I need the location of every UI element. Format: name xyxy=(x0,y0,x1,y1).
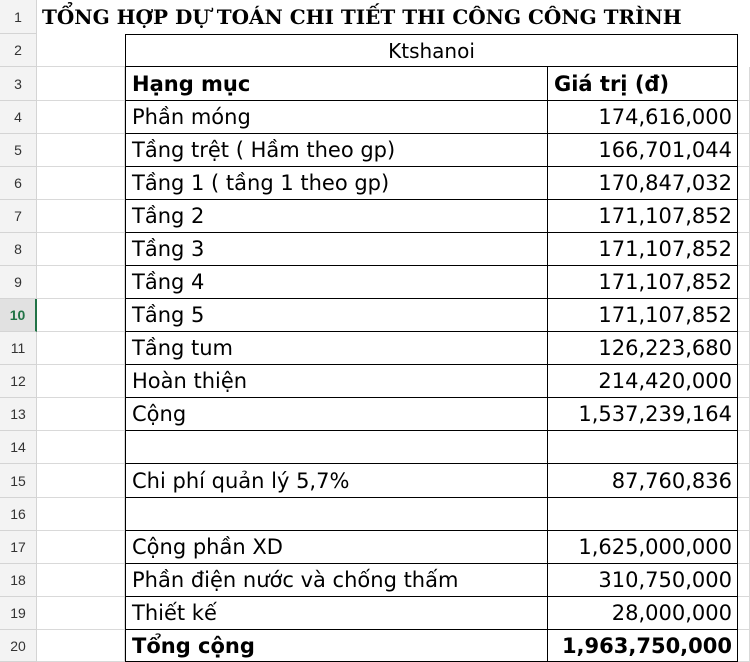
row-header-9[interactable]: 9 xyxy=(0,266,37,299)
item-cell[interactable]: Tầng trệt ( Hầm theo gp) xyxy=(125,134,548,167)
value-cell[interactable]: 170,847,032 xyxy=(548,167,738,200)
sheet-title[interactable]: TỔNG HỢP DỰ TOÁN CHI TIẾT THI CÔNG CÔNG TRÌNH xyxy=(42,5,682,29)
table-row xyxy=(0,564,750,597)
sheet-subtitle[interactable]: Ktshanoi xyxy=(125,34,738,67)
value-cell[interactable] xyxy=(548,498,738,531)
cell-d3[interactable] xyxy=(738,67,750,101)
cell-a[interactable] xyxy=(37,200,125,233)
header-value[interactable]: Giá trị (đ) xyxy=(548,67,738,101)
value-cell[interactable]: 171,107,852 xyxy=(548,299,738,332)
value-cell[interactable]: 28,000,000 xyxy=(548,597,738,630)
item-cell[interactable]: Chi phí quản lý 5,7% xyxy=(125,464,548,498)
cell-d[interactable] xyxy=(738,200,750,233)
value-cell[interactable]: 87,760,836 xyxy=(548,464,738,498)
cell-d[interactable] xyxy=(738,564,750,597)
cell-a[interactable] xyxy=(37,498,125,531)
cell-a[interactable] xyxy=(37,365,125,398)
item-cell[interactable]: Tầng 2 xyxy=(125,200,548,233)
item-cell[interactable]: Thiết kế xyxy=(125,597,548,630)
value-cell[interactable]: 171,107,852 xyxy=(548,266,738,299)
row-header-12[interactable]: 12 xyxy=(0,365,37,398)
cell-d[interactable] xyxy=(738,498,750,531)
value-cell[interactable]: 171,107,852 xyxy=(548,200,738,233)
cell-a2[interactable] xyxy=(37,34,125,67)
value-cell[interactable]: 1,625,000,000 xyxy=(548,531,738,564)
total-value-cell[interactable]: 1,963,750,000 xyxy=(548,630,738,662)
table-row xyxy=(0,200,750,233)
row-2 xyxy=(0,34,750,67)
item-cell[interactable]: Tầng 4 xyxy=(125,266,548,299)
row-header-17[interactable]: 17 xyxy=(0,531,37,564)
item-cell[interactable]: Tầng tum xyxy=(125,332,548,365)
table-row xyxy=(0,332,750,365)
cell-d[interactable] xyxy=(738,431,750,464)
row-header-6[interactable]: 6 xyxy=(0,167,37,200)
cell-a3[interactable] xyxy=(37,67,125,101)
table-row xyxy=(0,299,750,332)
cell-a[interactable] xyxy=(37,630,125,662)
table-row xyxy=(0,167,750,200)
item-cell[interactable]: Tầng 1 ( tầng 1 theo gp) xyxy=(125,167,548,200)
cell-d[interactable] xyxy=(738,597,750,630)
row-header-18[interactable]: 18 xyxy=(0,564,37,597)
row-header-5[interactable]: 5 xyxy=(0,134,37,167)
cell-d[interactable] xyxy=(738,332,750,365)
item-cell[interactable]: Tầng 5 xyxy=(125,299,548,332)
cell-d[interactable] xyxy=(738,134,750,167)
cell-a[interactable] xyxy=(37,332,125,365)
cell-d[interactable] xyxy=(738,464,750,498)
value-cell[interactable]: 171,107,852 xyxy=(548,233,738,266)
cell-a[interactable] xyxy=(37,233,125,266)
cell-a[interactable] xyxy=(37,167,125,200)
table-row xyxy=(0,498,750,531)
value-cell[interactable]: 174,616,000 xyxy=(548,101,738,134)
cell-d[interactable] xyxy=(738,630,750,662)
table-row xyxy=(0,134,750,167)
header-item[interactable]: Hạng mục xyxy=(125,67,548,101)
table-row xyxy=(0,365,750,398)
item-cell[interactable]: Hoàn thiện xyxy=(125,365,548,398)
cell-a[interactable] xyxy=(37,299,125,332)
item-cell[interactable] xyxy=(125,431,548,464)
cell-a[interactable] xyxy=(37,597,125,630)
row-header-15[interactable]: 15 xyxy=(0,464,37,498)
table-row xyxy=(0,597,750,630)
table-row xyxy=(0,464,750,498)
value-cell[interactable]: 214,420,000 xyxy=(548,365,738,398)
row-header-20[interactable]: 20 xyxy=(0,630,37,662)
row-header-7[interactable]: 7 xyxy=(0,200,37,233)
row-header-4[interactable]: 4 xyxy=(0,101,37,134)
item-cell[interactable]: Cộng xyxy=(125,398,548,431)
cell-a[interactable] xyxy=(37,531,125,564)
item-cell[interactable]: Phần điện nước và chống thấm xyxy=(125,564,548,597)
row-header-11[interactable]: 11 xyxy=(0,332,37,365)
item-cell[interactable]: Phần móng xyxy=(125,101,548,134)
item-cell[interactable]: Tầng 3 xyxy=(125,233,548,266)
table-row xyxy=(0,398,750,431)
cell-a[interactable] xyxy=(37,398,125,431)
table-row xyxy=(0,431,750,464)
table-row xyxy=(0,531,750,564)
row-1 xyxy=(0,0,750,34)
cell-d[interactable] xyxy=(738,531,750,564)
cell-d[interactable] xyxy=(738,233,750,266)
cell-d[interactable] xyxy=(738,266,750,299)
cell-d[interactable] xyxy=(738,365,750,398)
value-cell[interactable]: 310,750,000 xyxy=(548,564,738,597)
item-cell[interactable] xyxy=(125,498,548,531)
row-header-19[interactable]: 19 xyxy=(0,597,37,630)
table-row-total xyxy=(0,630,750,662)
row-header-3[interactable]: 3 xyxy=(0,67,37,101)
cell-a[interactable] xyxy=(37,266,125,299)
value-cell[interactable]: 126,223,680 xyxy=(548,332,738,365)
table-row xyxy=(0,266,750,299)
row-header-10-active[interactable]: 10 xyxy=(0,299,37,332)
cell-a[interactable] xyxy=(37,431,125,464)
total-label-cell[interactable]: Tổng cộng xyxy=(125,630,548,662)
item-cell[interactable]: Cộng phần XD xyxy=(125,531,548,564)
cell-a[interactable] xyxy=(37,101,125,134)
cell-a[interactable] xyxy=(37,564,125,597)
cell-d[interactable] xyxy=(738,167,750,200)
cell-d[interactable] xyxy=(738,398,750,431)
table-row xyxy=(0,101,750,134)
row-header-2[interactable]: 2 xyxy=(0,34,37,67)
cell-d[interactable] xyxy=(738,299,750,332)
value-cell[interactable]: 166,701,044 xyxy=(548,134,738,167)
value-cell[interactable]: 1,537,239,164 xyxy=(548,398,738,431)
cell-d[interactable] xyxy=(738,101,750,134)
row-header-8[interactable]: 8 xyxy=(0,233,37,266)
row-header-16[interactable]: 16 xyxy=(0,498,37,531)
row-3 xyxy=(0,67,750,101)
table-row xyxy=(0,233,750,266)
cell-a[interactable] xyxy=(37,464,125,498)
row-header-13[interactable]: 13 xyxy=(0,398,37,431)
value-cell[interactable] xyxy=(548,431,738,464)
cell-a[interactable] xyxy=(37,134,125,167)
row-header-1[interactable]: 1 xyxy=(0,0,37,34)
row-header-14[interactable]: 14 xyxy=(0,431,37,464)
